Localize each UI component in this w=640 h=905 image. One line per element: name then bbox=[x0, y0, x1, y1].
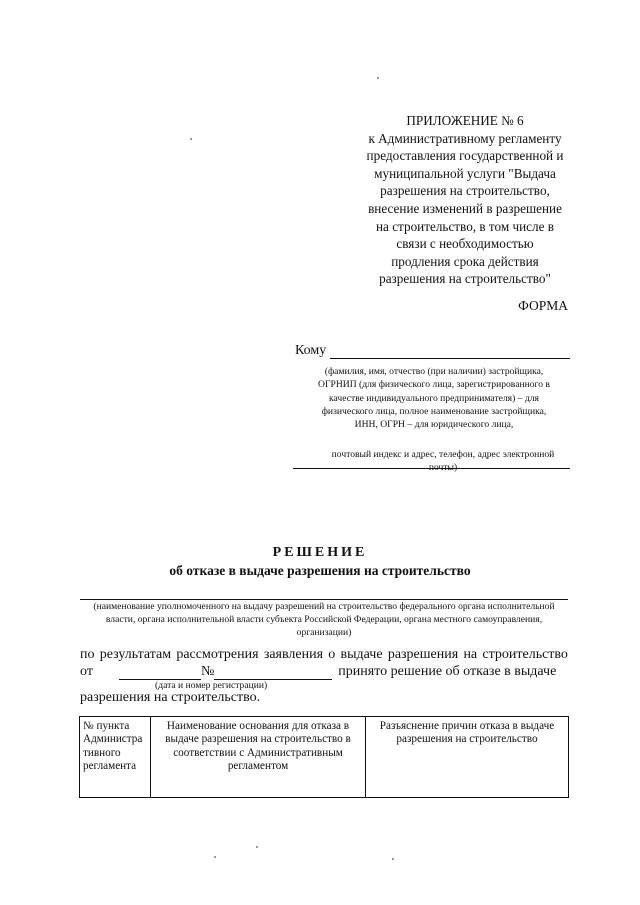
table-row bbox=[80, 717, 569, 798]
body-word: строительство bbox=[482, 647, 568, 662]
recipient-note-line: качестве индивидуального предпринимателя) – для bbox=[329, 392, 539, 404]
body-line-2 bbox=[80, 664, 568, 680]
body-word: по bbox=[80, 647, 95, 662]
form-label: ФОРМА bbox=[518, 298, 568, 313]
appendix-line: муниципальной услуги "Выдача bbox=[374, 165, 556, 181]
table-header-clause: № пункта Администра тивного регламента bbox=[80, 717, 151, 798]
authority-note-line: (наименование уполномоченного на выдачу разрешений на строительство федерального органа исполнительной bbox=[93, 601, 555, 612]
from-label: от bbox=[80, 664, 93, 679]
number-blank bbox=[214, 666, 332, 680]
appendix-line: внесение изменений в разрешение bbox=[368, 200, 562, 216]
recipient-note-line: ОГРНИП (для физического лица, зарегистрированного в bbox=[318, 379, 550, 391]
body-word: заявления bbox=[263, 647, 324, 662]
table-header-ground: Наименование основания для отказа в выдаче разрешения на строительство в соответствии с Административным регламентом bbox=[151, 717, 366, 798]
decision-text: принято решение об отказе в выдаче bbox=[338, 664, 557, 679]
refusal-reasons-table bbox=[79, 716, 569, 798]
authority-note bbox=[80, 601, 568, 639]
scan-speck bbox=[214, 856, 216, 858]
body-word: о bbox=[328, 647, 336, 662]
recipient-note-line: физического лица, полное наименование застройщика, bbox=[321, 405, 547, 417]
appendix-line: разрешения на строительство" bbox=[379, 271, 551, 287]
scan-speck bbox=[190, 138, 192, 140]
decision-subtitle: об отказе в выдаче разрешения на строительство bbox=[169, 563, 471, 578]
scan-speck bbox=[377, 77, 379, 79]
authority-blank-line bbox=[80, 599, 568, 600]
recipient-label: Кому bbox=[295, 343, 327, 358]
body-word: результатам bbox=[99, 647, 172, 662]
appendix-line: ПРИЛОЖЕНИЕ № 6 bbox=[406, 113, 524, 128]
authority-note-line: организации) bbox=[296, 626, 352, 638]
scan-speck bbox=[256, 846, 258, 848]
body-word: выдаче bbox=[340, 647, 383, 662]
appendix-line: к Административному регламенту bbox=[368, 130, 562, 146]
recipient-note-line: ИНН, ОГРН – для юридического лица, bbox=[354, 419, 514, 431]
appendix-line: продления срока действия bbox=[391, 253, 539, 269]
registration-note: (дата и номер регистрации) bbox=[155, 680, 268, 691]
authority-note-line: власти, органа исполнительной власти субъекта Российской Федерации, органа местного самоуправления, bbox=[105, 613, 543, 625]
appendix-line: предоставления государственной и bbox=[366, 148, 564, 164]
appendix-header bbox=[345, 112, 585, 288]
body-line-3: разрешения на строительство. bbox=[80, 690, 261, 705]
address-note: почтовый индекс и адрес, телефон, адрес электронной почты) bbox=[331, 449, 555, 474]
body-word: рассмотрения bbox=[176, 647, 259, 662]
number-label: № bbox=[200, 664, 215, 679]
decision-title: РЕШЕНИЕ bbox=[272, 545, 368, 560]
recipient-blank bbox=[330, 343, 570, 359]
appendix-line: разрешения на строительство, bbox=[380, 183, 550, 199]
scan-speck bbox=[392, 858, 394, 860]
body-line-1 bbox=[80, 647, 568, 663]
body-word: разрешения bbox=[387, 647, 459, 662]
recipient-note-line: (фамилия, имя, отчество (при наличии) застройщика, bbox=[324, 366, 544, 377]
recipient-line bbox=[295, 343, 570, 359]
recipient-notes bbox=[293, 365, 575, 431]
date-blank bbox=[119, 666, 201, 680]
appendix-line: на строительство, в том числе в bbox=[376, 218, 554, 234]
table-header-explanation: Разъяснение причин отказа в выдаче разрешения на строительство bbox=[366, 717, 569, 798]
body-word: на bbox=[463, 647, 478, 662]
appendix-line: связи с необходимостью bbox=[396, 236, 534, 252]
